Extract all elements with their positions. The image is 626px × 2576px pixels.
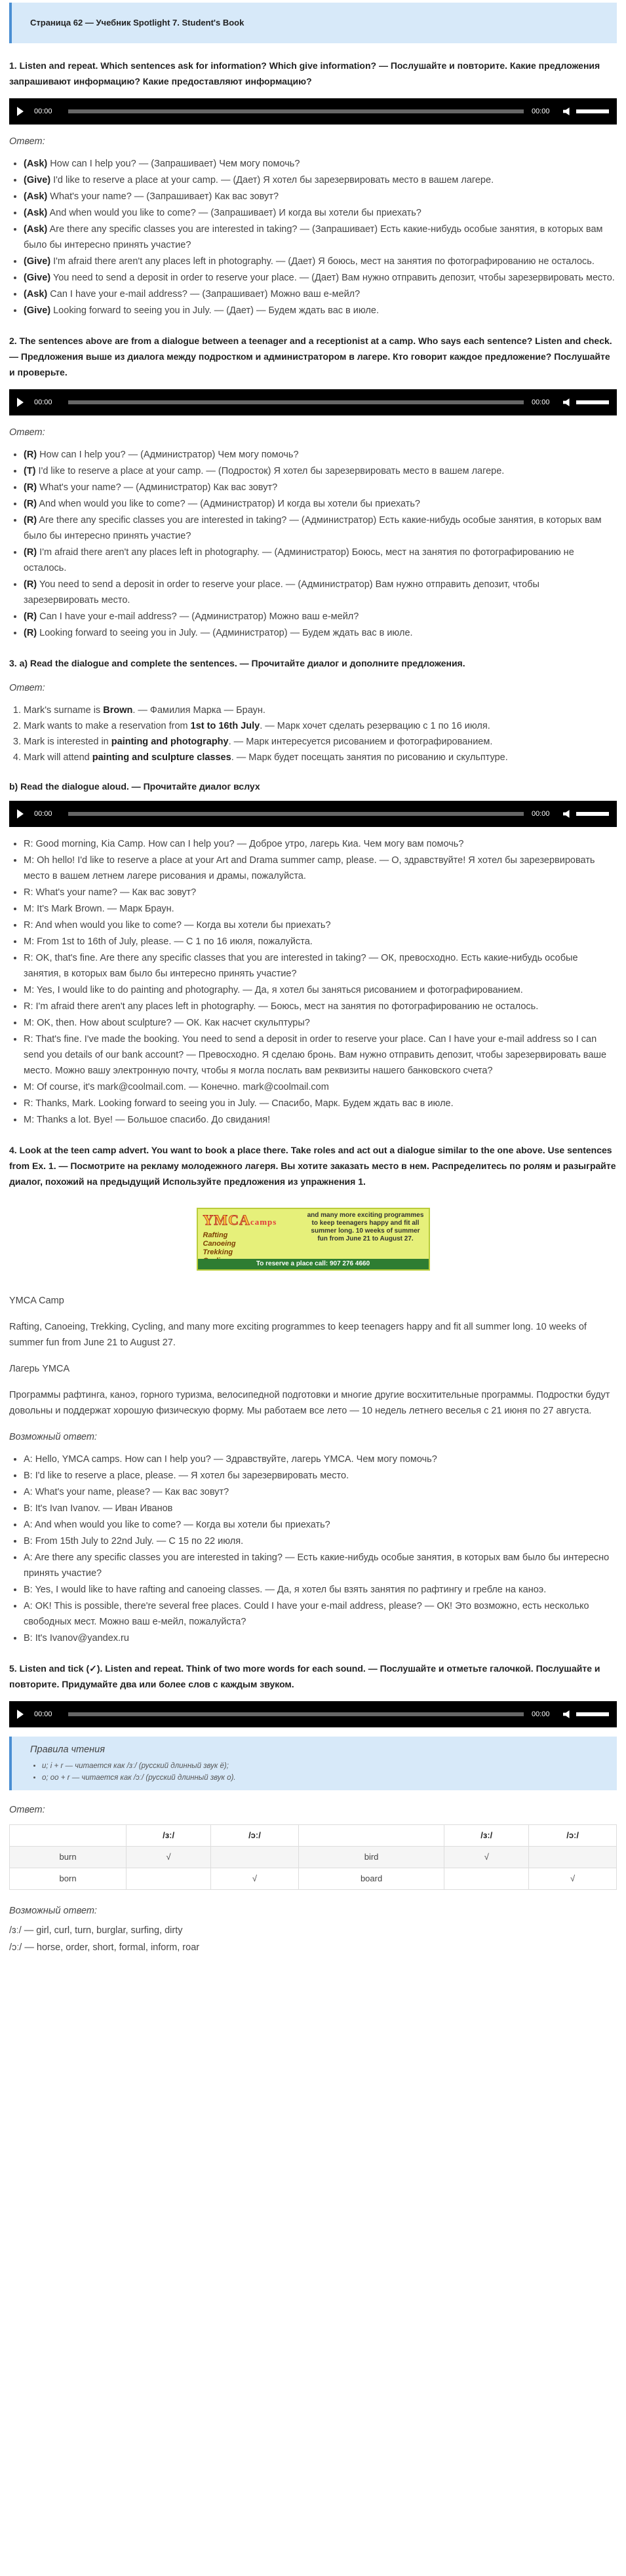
exercise-1-answers [9,156,617,318]
reading-rules-list [30,1760,606,1784]
sentence-start: Mark is interested in [24,737,111,747]
sentence-end: . — Марк интересуется рисованием и фотографированием. [228,737,493,747]
play-icon[interactable] [17,398,24,407]
speaker-icon[interactable] [563,398,571,406]
volume-slider[interactable] [576,400,609,404]
list-item: • A: OK! This is possible, there're several free places. Could I have your e-mail address, please? — ОК! Это возможно, есть несколько свободных мест. Можно ваш е-мейл, пожалуйста? [24,1598,617,1630]
sentence-answer: Brown [103,705,133,716]
current-time: 00:00 [34,107,52,115]
list-item: • B: Yes, I would like to have rafting and canoeing classes. — Да, я хотел бы взять занятия по рафтингу и гребле на каноэ. [24,1582,617,1598]
answer-text: What's your name? — (Администратор) Как вас зовут? [37,482,278,493]
answer-tag: (R) [24,579,37,590]
sentence-start: Mark wants to make a reservation from [24,721,191,731]
exercise-3a-answers [9,702,617,765]
volume-control[interactable] [563,810,609,818]
answer-text: I'd like to reserve a place at your camp. — (Дает) Я хотел бы зарезервировать место в вашем лагере. [50,175,494,185]
answer-text: Can I have your e-mail address? — (Запрашивает) Можно ваш e-мейл? [47,289,361,299]
ymca-logo: YMCAcamps [203,1212,277,1228]
exercise-2-answers [9,447,617,641]
exercise-3a-title: 3. a) Read the dialogue and complete the sentences. — Прочитайте диалог и дополните предложения. [9,658,465,668]
answer-tag: (R) [24,499,37,509]
list-item: • B: It's Ivan Ivanov. — Иван Иванов [24,1501,617,1516]
audio-player-2[interactable] [9,389,617,415]
exercise-4-title: 4. Look at the teen camp advert. You want to book a place there. Take roles and act out a dialogue similar to the one above. Use sentences from Ex. 1. — Посмотрите на рекламу молодежного лагеря. Вы хотите заказать место в нем. Распределитесь по ролям и разыграйте диалог, похожий на предыдущий Используйте предложения из упражнения 1. [9,1145,616,1187]
answer-text: Are there any specific classes you are interested in taking? — (Администратор) Есть какие-нибудь особые занятия, в которых вам было бы интересно принять участие? [24,515,602,541]
list-item: • M: Of course, it's mark@coolmail.com. — Конечно. mark@coolmail.com [24,1079,617,1095]
duration: 00:00 [532,1710,550,1718]
list-item: • R: That's fine. I've made the booking. You need to send a deposit in order to reserve your place. Can I have your e-mail address so I can send you details of our bank account? — Превосходно. Я сделаю бронь. Вам нужно отправить депозит, чтобы зарезервировать ваше место. Можно вашу электронную почту, чтобы я могла послать вам реквизиты нашего банковского счета? [24,1031,617,1079]
list-item: • R: What's your name? — Как вас зовут? [24,885,617,900]
list-item: • A: Are there any specific classes you are interested in taking? — Есть какие-нибудь особые занятия, в которых вам было бы интересно принять участие? [24,1550,617,1581]
advert-text: and many more exciting programmes to keep teenagers happy and fit all summer long. 10 weeks of summer fun from June 21 to August 27. [307,1212,424,1242]
table-header-cell [10,1825,127,1847]
exercise-5-title: 5. Listen and tick (✓). Listen and repeat. Think of two more words for each sound. — Послушайте и отметьте галочкой. Послушайте и повторите. Придумайте два или более слов с каждым звуком. [9,1663,600,1689]
audio-player-4[interactable] [9,1701,617,1727]
list-item [24,480,617,495]
speaker-icon[interactable] [563,107,571,115]
answer-tag: (T) [24,466,36,476]
table-header-cell: /ɔː/ [529,1825,617,1847]
list-item: • A: Hello, YMCA camps. How can I help you? — Здравствуйте, лагерь YMCA. Чем могу помочь? [24,1451,617,1467]
answer-tag: (Ask) [24,224,48,235]
advert-activity: Rafting [203,1231,228,1239]
volume-control[interactable] [563,107,609,115]
possible-answer-label: Возможный ответ: [9,1432,97,1442]
reading-rules-box [9,1737,617,1790]
list-item: • B: It's Ivanov@yandex.ru [24,1630,617,1646]
seek-bar[interactable] [68,1712,524,1716]
answer-tag: (Give) [24,273,51,283]
list-item: • B: I'd like to reserve a place, please. — Я хотел бы зарезервировать место. [24,1468,617,1484]
answer-text: Can I have your e-mail address? — (Администратор) Можно ваш e-мейл? [37,611,359,622]
list-item: • A: What's your name, please? — Как вас зовут? [24,1484,617,1500]
answer-text: How can I help you? — (Администратор) Чем могу помочь? [37,450,299,460]
list-item: • M: Oh hello! I'd like to reserve a place at your Art and Drama summer camp, please. — О, здравствуйте! Я хотел бы зарезервировать место в вашем летнем лагере рисования и драмы, пожалуйста. [24,853,617,884]
answer-tag: (R) [24,611,37,622]
advert-footer: To reserve a place call: 907 276 4660 [198,1259,429,1269]
play-icon[interactable] [17,107,24,116]
list-item [24,609,617,625]
table-cell: √ [444,1847,529,1868]
seek-bar[interactable] [68,400,524,404]
camp-description-en: Rafting, Canoeing, Trekking, Cycling, and many more exciting programmes to keep teenagers happy and fit all summer long. 10 weeks of summer fun from June 21 to August 27. [9,1322,587,1348]
list-item [24,734,617,750]
answer-text: I'm afraid there aren't any places left in photography. — (Администратор) Боюсь, мест на занятия по фотографированию не осталось. [24,547,574,573]
table-cell: √ [211,1868,299,1890]
play-icon[interactable] [17,809,24,818]
sentence-start: Mark will attend [24,752,92,763]
list-item: • R: OK, that's fine. Are there any specific classes that you are interested in taking? — ОК, превосходно. Есть какие-нибудь особые занятия, в которых вам было бы интересно принять участие? [24,950,617,982]
answer-text: I'd like to reserve a place at your camp. — (Подросток) Я хотел бы зарезервировать место в вашем лагере. [35,466,505,476]
table-header-cell [298,1825,444,1847]
list-item: • R: I'm afraid there aren't any places left in photography. — Боюсь, мест на занятия по фотографированию не осталось. [24,999,617,1014]
answer-text: You need to send a deposit in order to reserve your place. — (Администратор) Вам нужно отправить депозит, чтобы зарезервировать место. [24,579,539,606]
volume-control[interactable] [563,1710,609,1718]
table-cell: burn [10,1847,127,1868]
advert-activity: Trekking [203,1248,233,1256]
answer-tag: (Give) [24,305,51,316]
audio-player-3[interactable] [9,801,617,827]
list-item: • o; oo + r — читается как /ɔː/ (русский длинный звук о). [42,1772,606,1784]
current-time: 00:00 [34,398,52,406]
list-item: • M: Yes, I would like to do painting and photography. — Да, я хотел бы заняться рисованием и фотографированием. [24,982,617,998]
sentence-end: . — Марк будет посещать занятия по рисованию и скульптуре. [231,752,508,763]
answer-text: How can I help you? — (Запрашивает) Чем могу помочь? [47,159,300,169]
volume-slider[interactable] [576,109,609,113]
list-item: • B: From 15th July to 22nd July. — С 15 по 22 июля. [24,1533,617,1549]
list-item [24,702,617,718]
list-item: • M: It's Mark Brown. — Марк Браун. [24,901,617,917]
exercise-4-dialogue [9,1451,617,1646]
table-cell [444,1868,529,1890]
possible-answer-label: Возможный ответ: [9,1906,97,1916]
table-cell: √ [529,1868,617,1890]
answer-tag: (Give) [24,175,51,185]
list-item: • M: OK, then. How about sculpture? — ОК. Как насчет скульптуры? [24,1015,617,1031]
table-row [10,1847,617,1868]
list-item: • u; i + r — читается как /ɜː/ (русский длинный звук ё); [42,1760,606,1772]
current-time: 00:00 [34,1710,52,1718]
camp-description-ru: Программы рафтинга, каноэ, горного туризма, велосипедной подготовки и многие другие восхитительные программы. Подростки будут довольны и поддержат хорошую физическую форму. Мы работаем все лето — 10 недель летнего веселья с 21 июня по 27 августа. [9,1390,610,1416]
list-item [24,718,617,734]
list-item [24,512,617,544]
list-item [24,286,617,302]
list-item [24,463,617,479]
list-item [24,205,617,221]
extra-words-list [9,1923,617,1955]
audio-player-1[interactable] [9,98,617,125]
list-item [24,496,617,512]
sentence-start: Mark's surname is [24,705,104,716]
table-row [10,1868,617,1890]
answer-label: Ответ: [9,683,45,693]
table-header-cell: /ɜː/ [127,1825,211,1847]
list-item [24,750,617,765]
exercise-3b-title: b) Read the dialogue aloud. — Прочитайте диалог вслух [9,781,260,792]
answer-tag: (Ask) [24,159,48,169]
answer-text: Looking forward to seeing you in July. — (Дает) — Будем ждать вас в июле. [50,305,379,316]
table-header-cell: /ɜː/ [444,1825,529,1847]
duration: 00:00 [532,398,550,406]
table-cell: √ [127,1847,211,1868]
answer-label: Ответ: [9,427,45,438]
volume-slider[interactable] [576,1712,609,1716]
list-item [24,577,617,608]
answer-tag: (Ask) [24,208,48,218]
list-item: • R: Good morning, Kia Camp. How can I help you? — Доброе утро, лагерь Киа. Чем могу вам помочь? [24,836,617,852]
list-item: • R: Thanks, Mark. Looking forward to seeing you in July. — Спасибо, Марк. Будем ждать вас в июле. [24,1096,617,1111]
list-item [24,189,617,204]
seek-bar[interactable] [68,109,524,113]
answer-text: You need to send a deposit in order to reserve your place. — (Дает) Вам нужно отправить депозит, чтобы зарезервировать место. [50,273,615,283]
duration: 00:00 [532,107,550,115]
list-item: • M: From 1st to 16th of July, please. — С 1 по 16 июля, пожалуйста. [24,934,617,950]
table-cell [529,1847,617,1868]
answer-tag: (R) [24,482,37,493]
list-item [24,303,617,318]
answer-tag: (R) [24,515,37,526]
sentence-answer: 1st to 16th July [190,721,260,731]
advert-activity: Canoeing [203,1240,236,1248]
sentence-end: . — Фамилия Марка — Браун. [132,705,265,716]
list-item [24,447,617,463]
table-cell: board [298,1868,444,1890]
ymca-advert-image [197,1208,430,1271]
table-cell [211,1847,299,1868]
list-item [24,545,617,576]
list-item [24,254,617,269]
sounds-table [9,1824,617,1890]
volume-control[interactable] [563,398,609,406]
answer-tag: (R) [24,628,37,638]
answer-text: And when would you like to come? — (Администратор) И когда вы хотели бы приехать? [37,499,420,509]
table-cell: born [10,1868,127,1890]
advert-container [9,1208,617,1271]
table-cell: bird [298,1847,444,1868]
list-item: • R: And when would you like to come? — Когда вы хотели бы приехать? [24,917,617,933]
answer-label: Ответ: [9,136,45,147]
exercise-3b-dialogue [9,836,617,1128]
current-time: 00:00 [34,810,52,818]
table-header-row [10,1825,617,1847]
answer-text: Are there any specific classes you are interested in taking? — (Запрашивает) Есть какие-нибудь особые занятия, в которых вам было бы интересно принять участие? [24,224,603,250]
page [0,3,626,1955]
list-item [24,156,617,172]
answer-tag: (Ask) [24,289,48,299]
answer-text: I'm afraid there aren't any places left in photography. — (Дает) Я боюсь, мест на занятия по фотографированию не осталось. [50,256,595,267]
seek-bar[interactable] [68,812,524,816]
exercise-2-title: 2. The sentences above are from a dialogue between a teenager and a receptionist at a camp. Who says each sentence? Listen and check. — Предложения выше из диалога между подростком и администратором в лагере. Кто говорит каждое предложение? Послушайте и проверьте. [9,336,612,377]
reading-rules-title: Правила чтения [30,1744,105,1755]
list-item: /ɜː/ — girl, curl, turn, burglar, surfing, dirty [9,1925,183,1936]
answer-tag: (R) [24,547,37,558]
sentence-end: . — Марк хочет сделать резервацию с 1 по 16 июля. [260,721,490,731]
answer-tag: (Ask) [24,191,48,202]
speaker-icon[interactable] [563,810,571,818]
list-item [24,172,617,188]
table-header-cell: /ɔː/ [211,1825,299,1847]
answer-text: What's your name? — (Запрашивает) Как вас зовут? [47,191,279,202]
sentence-answer: painting and photography [111,737,229,747]
answer-text: Looking forward to seeing you in July. — (Администратор) — Будем ждать вас в июле. [37,628,413,638]
exercise-1-title: 1. Listen and repeat. Which sentences ask for information? Which give information? — Послушайте и повторите. Какие предложения запрашивают информацию? Какие предоставляют информацию? [9,60,600,87]
duration: 00:00 [532,810,550,818]
answer-tag: (Give) [24,256,51,267]
camp-name-ru: Лагерь YMCA [9,1364,70,1374]
camp-name-en: YMCA Camp [9,1296,64,1306]
play-icon[interactable] [17,1710,24,1719]
list-item: • A: And when would you like to come? — Когда вы хотели бы приехать? [24,1517,617,1533]
page-title: Страница 62 — Учебник Spotlight 7. Student's Book [9,3,617,43]
answer-label: Ответ: [9,1805,45,1815]
list-item: • M: Thanks a lot. Bye! — Большое спасибо. До свидания! [24,1112,617,1128]
sentence-answer: painting and sculpture classes [92,752,231,763]
answer-text: And when would you like to come? — (Запрашивает) И когда вы хотели бы приехать? [47,208,421,218]
table-cell [127,1868,211,1890]
list-item [24,221,617,253]
speaker-icon[interactable] [563,1710,571,1718]
answer-tag: (R) [24,450,37,460]
volume-slider[interactable] [576,812,609,816]
list-item [24,270,617,286]
list-item [24,625,617,641]
list-item: /ɔː/ — horse, order, short, formal, inform, roar [9,1942,200,1953]
